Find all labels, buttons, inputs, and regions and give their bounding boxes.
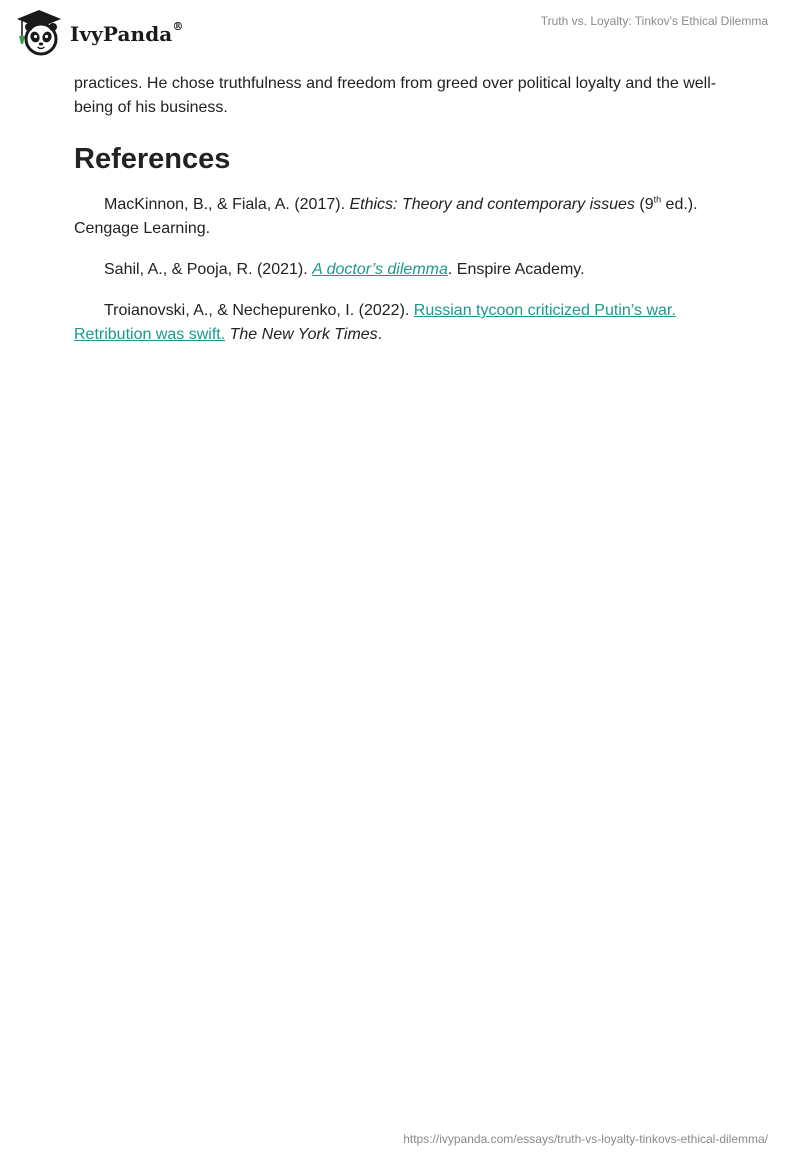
registered-mark: ® [172, 20, 184, 34]
reference-item: MacKinnon, B., & Fiala, A. (2017). Ethics: Theory and contemporary issues (9th ed.). Cengage Learning. [74, 194, 698, 237]
references-heading: References [74, 143, 231, 175]
brand-name: IvyPanda® [70, 20, 184, 46]
reference-link[interactable]: Russian tycoon criticized Putin’s war. Retribution was swift. [74, 302, 676, 343]
reference-source: The New York Times [229, 326, 378, 343]
ordinal-suffix: th [653, 194, 662, 205]
reference-item: Sahil, A., & Pooja, R. (2021). A doctor’s dilemma. Enspire Academy. [104, 261, 585, 278]
running-title: Truth vs. Loyalty: Tinkov's Ethical Dilemma [540, 14, 768, 28]
brand-logo[interactable] [14, 8, 183, 58]
body-paragraph: practices. He chose truthfulness and freedom from greed over political loyalty and the well-being of his business. [74, 75, 717, 116]
page-header [0, 0, 800, 62]
footer-url[interactable]: https://ivypanda.com/essays/truth-vs-loyalty-tinkovs-ethical-dilemma/ [403, 1132, 768, 1146]
reference-item: Troianovski, A., & Nechepurenko, I. (2022). Russian tycoon criticized Putin’s war. Retribution was swift. The New York Times. [74, 302, 676, 343]
reference-link[interactable]: A doctor’s dilemma [312, 261, 448, 278]
reference-title: Ethics: Theory and contemporary issues [349, 196, 635, 213]
document-content [74, 72, 734, 364]
panda-graduation-cap-icon [14, 8, 64, 58]
